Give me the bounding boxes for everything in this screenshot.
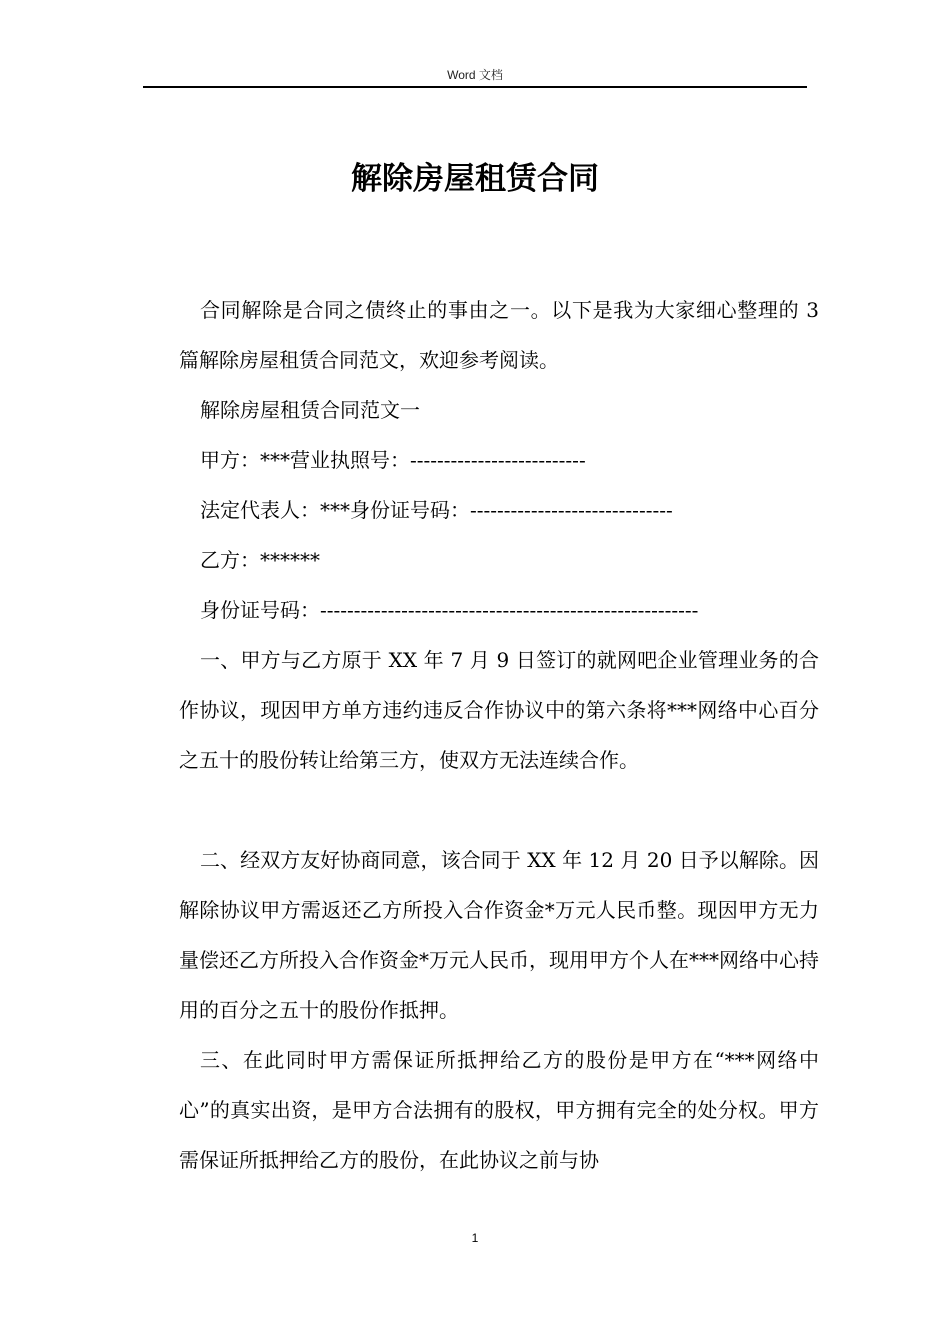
clause-three: 三、在此同时甲方需保证所抵押给乙方的股份是甲方在“***网络中心”的真实出资，是甲方合法拥有的股权，甲方拥有完全的处分权。甲方需保证所抵押给乙方的股份，在此协议之前与协 [179,1048,819,1172]
id-number-line: 身份证号码：-------------------------------------------------------- [200,598,699,622]
legal-representative-line: 法定代表人：***身份证号码：------------------------------ [200,498,673,522]
blank-line [179,785,819,835]
section-heading: 解除房屋租赁合同范文一 [200,398,420,422]
document-title: 解除房屋租赁合同 [351,161,599,197]
intro-paragraph: 合同解除是合同之债终止的事由之一。以下是我为大家细心整理的 3 篇解除房屋租赁合同范文，欢迎参考阅读。 [179,298,819,372]
page-number: 1 [471,1231,479,1245]
clause-one: 一、甲方与乙方原于 XX 年 7 月 9 日签订的就网吧企业管理业务的合作协议，现因甲方单方违约违反合作协议中的第六条将***网络中心百分之五十的股份转让给第三方，使双方无法连续合作。 [179,648,819,772]
party-b-line: 乙方：****** [200,548,320,572]
document-body [179,285,819,1185]
header-rule [143,86,807,88]
party-a-line: 甲方：***营业执照号：-------------------------- [200,448,586,472]
page-header: Word 文档 [447,68,503,82]
clause-two: 二、经双方友好协商同意，该合同于 XX 年 12 月 20 日予以解除。因解除协议甲方需返还乙方所投入合作资金*万元人民币整。现因甲方无力量偿还乙方所投入合作资金*万元人民币，现用甲方个人在***网络中心持用的百分之五十的股份作抵押。 [179,848,819,1022]
